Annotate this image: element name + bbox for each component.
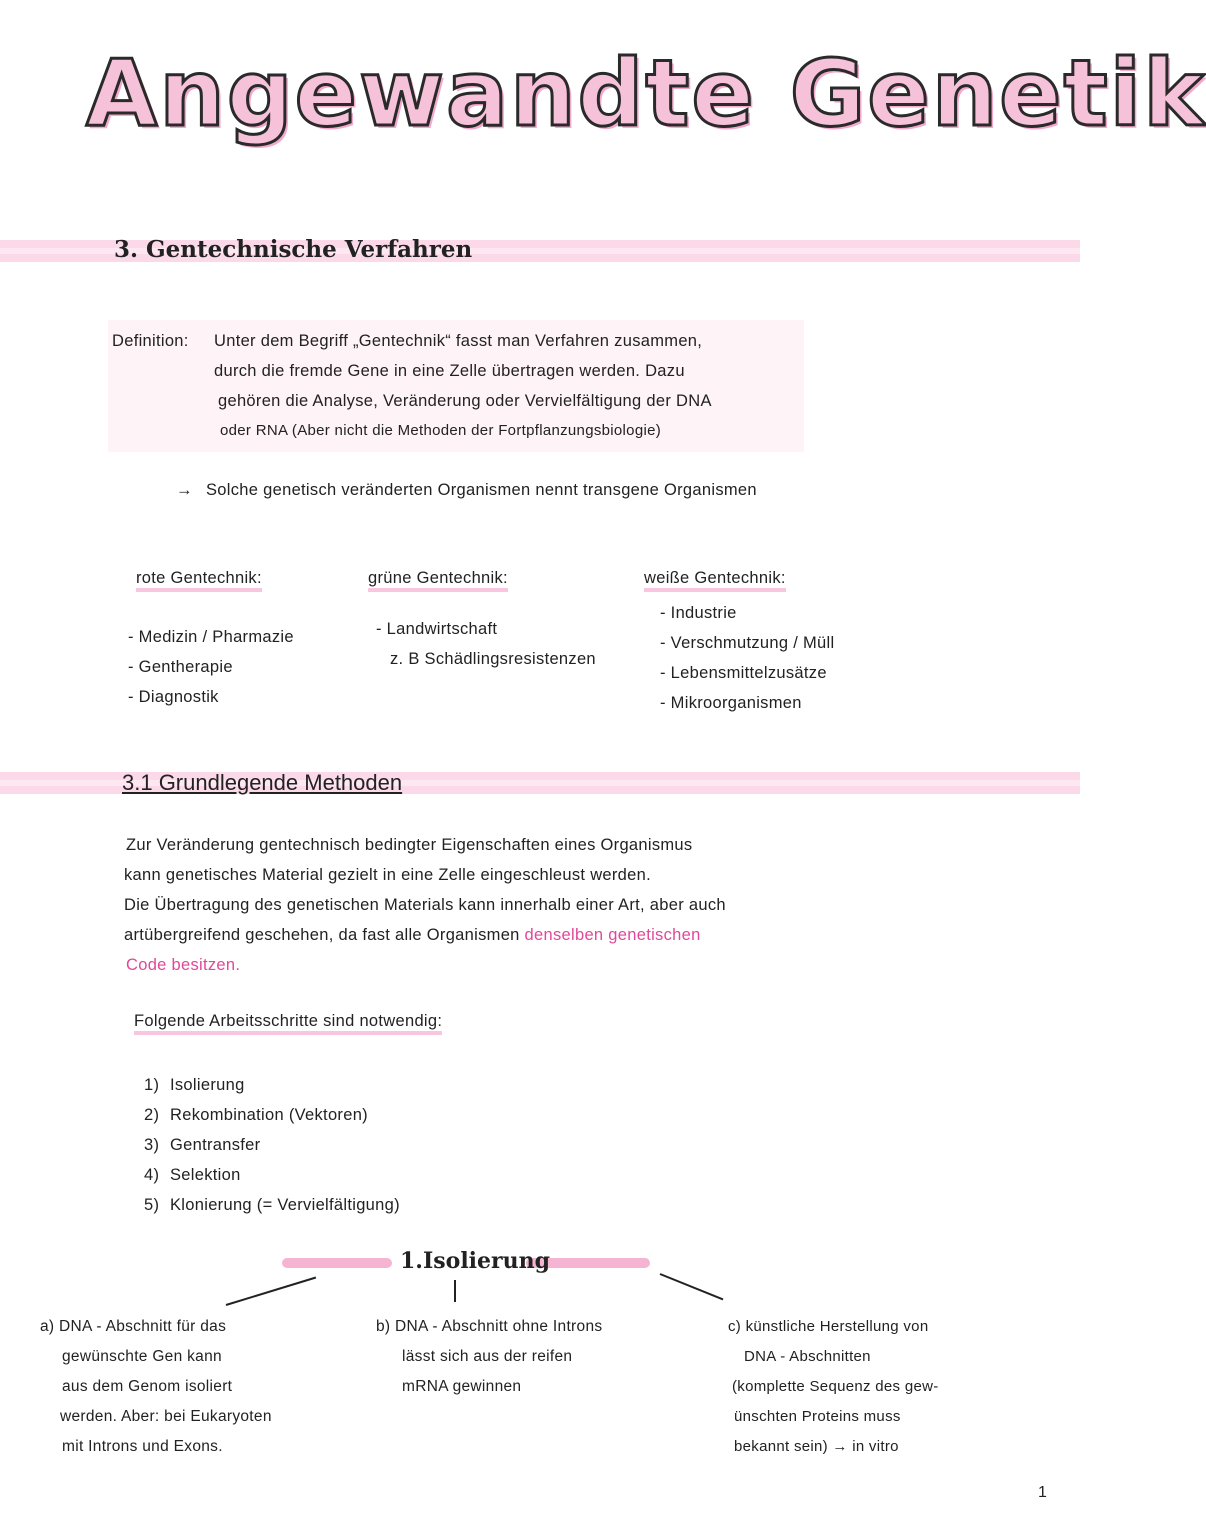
page-title: Angewandte Genetik: [86, 40, 1206, 147]
category-red-items: [128, 622, 294, 712]
definition-line-4: oder RNA (Aber nicht die Methoden der Fortpflanzungsbiologie): [220, 422, 662, 439]
list-item: 3) Gentransfer: [144, 1136, 261, 1154]
list-item: z. B Schädlingsresistenzen: [390, 650, 596, 668]
list-item: - Industrie: [660, 604, 737, 622]
para-line-4: artübergreifend geschehen, da fast alle Organismen denselben genetischen: [124, 926, 701, 944]
transgene-text: Solche genetisch veränderten Organismen nennt transgene Organismen: [206, 481, 757, 499]
isolierung-a: a) DNA - Abschnitt für das gewünschte Gen kann aus dem Genom isoliert werden. Aber: bei Eukaryoten mit Introns und Exons.: [40, 1318, 272, 1455]
subsection-heading: 3.1 Grundlegende Methoden: [122, 770, 403, 795]
section-heading: 3. Gentechnische Verfahren: [114, 236, 473, 263]
definition-line-3: gehören die Analyse, Veränderung oder Vervielfältigung der DNA: [218, 392, 712, 410]
list-item: 5) Klonierung (= Vervielfältigung): [144, 1196, 400, 1214]
page-number: 1: [1038, 1484, 1047, 1501]
list-item: 1) Isolierung: [144, 1076, 245, 1094]
list-item: - Gentherapie: [128, 658, 233, 676]
category-white-items: [660, 598, 834, 718]
connector-left: [226, 1277, 316, 1306]
para-line-2: kann genetisches Material gezielt in eine Zelle eingeschleust werden.: [124, 866, 651, 884]
isolierung-c: c) künstliche Herstellung von DNA - Abschnitten (komplette Sequenz des gew- ünschten Proteins muss bekannt sein) → in vitro: [728, 1318, 939, 1455]
highlight-text: denselben genetischen: [524, 926, 701, 944]
list-item: - Diagnostik: [128, 688, 219, 706]
list-item: - Lebensmittelzusätze: [660, 664, 827, 682]
steps-list: [144, 1070, 400, 1220]
list-item: 2) Rekombination (Vektoren): [144, 1106, 368, 1124]
list-item: - Mikroorganismen: [660, 694, 802, 712]
list-item: - Verschmutzung / Müll: [660, 634, 835, 652]
definition-label: Definition:: [112, 332, 189, 350]
isolierung-heading: 1.Isolierung: [400, 1248, 550, 1274]
definition-line-2: durch die fremde Gene in eine Zelle übertragen werden. Dazu: [214, 362, 685, 380]
heading-bar-left: [282, 1258, 392, 1268]
category-green-title: grüne Gentechnik:: [368, 569, 508, 588]
steps-intro: Folgende Arbeitsschritte sind notwendig:: [134, 1012, 442, 1031]
connector-right: [660, 1273, 724, 1300]
para-line-3: Die Übertragung des genetischen Materials kann innerhalb einer Art, aber auch: [124, 896, 726, 914]
isolierung-b: b) DNA - Abschnitt ohne Introns lässt sich aus der reifen mRNA gewinnen: [376, 1318, 603, 1395]
arrow-icon: →: [176, 481, 193, 499]
category-white-title: weiße Gentechnik:: [644, 569, 786, 588]
para-line-5: Code besitzen.: [126, 956, 241, 974]
category-green-items: [376, 614, 596, 674]
connector-center: [454, 1280, 456, 1302]
category-red-title: rote Gentechnik:: [136, 569, 262, 588]
para-line-1: Zur Veränderung gentechnisch bedingter Eigenschaften eines Organismus: [126, 836, 693, 854]
list-item: - Landwirtschaft: [376, 620, 498, 638]
definition-line-1: Unter dem Begriff „Gentechnik“ fasst man Verfahren zusammen,: [214, 332, 703, 350]
list-item: - Medizin / Pharmazie: [128, 628, 294, 646]
list-item: 4) Selektion: [144, 1166, 241, 1184]
